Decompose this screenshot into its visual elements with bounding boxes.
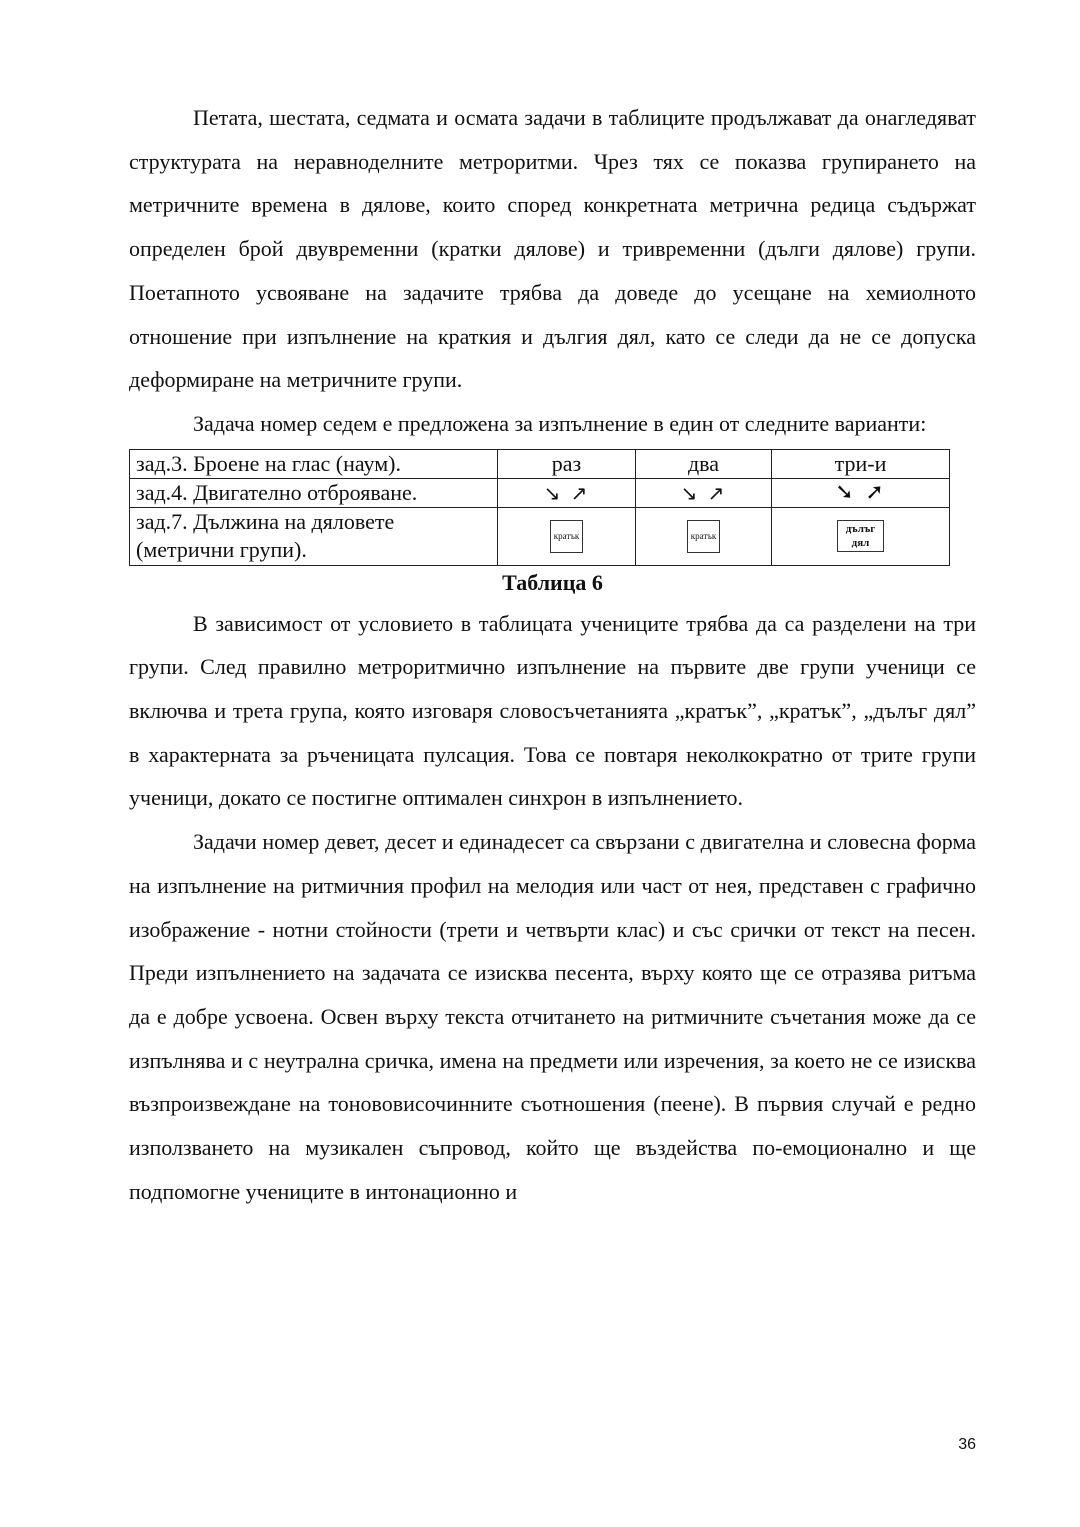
bold-down-up-arrows-icon: ➘ ➚ [772, 478, 950, 507]
table-cell-task7-label [130, 507, 498, 565]
long-group-box [837, 520, 885, 552]
down-up-arrows-icon: ↘ ↗ [636, 478, 772, 507]
table-cell-task3-beat1: раз [498, 449, 636, 478]
short-group-box: кратък [687, 520, 721, 553]
document-page [129, 96, 976, 1213]
page-number: 36 [958, 1436, 976, 1453]
table-cell-task3-label: зад.3. Броене на глас (наум). [130, 449, 498, 478]
table-row [130, 449, 950, 478]
table-cell-task7-short2 [636, 507, 772, 565]
table-row [130, 507, 950, 565]
table-6 [129, 449, 950, 566]
long-group-line2: дял [851, 536, 870, 549]
table-caption: Таблица 6 [502, 569, 603, 595]
down-up-arrows-icon: ↘ ↗ [498, 478, 636, 507]
long-group-line1: дълъг [845, 522, 876, 535]
table-cell-task3-beat2: два [636, 449, 772, 478]
table-row [130, 478, 950, 507]
table-cell-task7-short1 [498, 507, 636, 565]
task7-label-line2: (метрични групи). [136, 537, 307, 563]
table-cell-task3-beat3: три-и [772, 449, 950, 478]
paragraph-2: Задача номер седем е предложена за изпълнение в един от следните варианти: [193, 410, 927, 436]
paragraph-4: Задачи номер девет, десет и единадесет са свързани с двигателна и словесна форма на изпълнение на ритмичния профил на мелодия или част от нея, представен с графично изображение - нотни стойности (трети и четвърти клас) и със срички от текст на песен. Преди изпълнението на задачата се изисква песента, върху която ще се отразява ритъма да е добре усвоена. Освен върху текста отчитането на ритмичните съчетания може да се изпълнява и с неутрална сричка, имена на предмети или изречения, за което не се изисква възпроизвеждане на тонововисочинните съотношения (пеене). В първия случай е редно използването на музикален съпровод, който ще въздейства по-емоционално и ще подпомогне учениците в интонационно и [129, 829, 976, 1204]
paragraph-3: В зависимост от условието в таблицата учениците трябва да са разделени на три групи. След правилно метроритмично изпълнение на първите две групи ученици се включва и трета група, която изговаря словосъчетанията „кратък”, „кратък”, „дълъг дял” в характерната за ръченицата пулсация. Това се повтаря неколкократно от трите групи ученици, докато се постигне оптимален синхрон в изпълнението. [129, 610, 976, 811]
paragraph-1: Петата, шестата, седмата и осмата задачи в таблиците продължават да онагледяват структурата на неравноделните метроритми. Чрез тях се показва групирането на метричните времена в дялове, които според конкретната метрична редица съдържат определен брой двувременни (кратки дялове) и тривременни (дълги дялове) групи. Поетапното усвояване на задачите трябва да доведе до усещане на хемиолното отношение при изпълнение на краткия и дългия дял, като се следи да не се допуска деформиране на метричните групи. [129, 105, 976, 393]
task7-label-line1: зад.7. Дължина на дяловете [136, 509, 395, 535]
short-group-box: кратък [550, 520, 584, 553]
table-cell-task4-label: зад.4. Двигателно отброяване. [130, 478, 498, 507]
table-cell-task7-long [772, 507, 950, 565]
